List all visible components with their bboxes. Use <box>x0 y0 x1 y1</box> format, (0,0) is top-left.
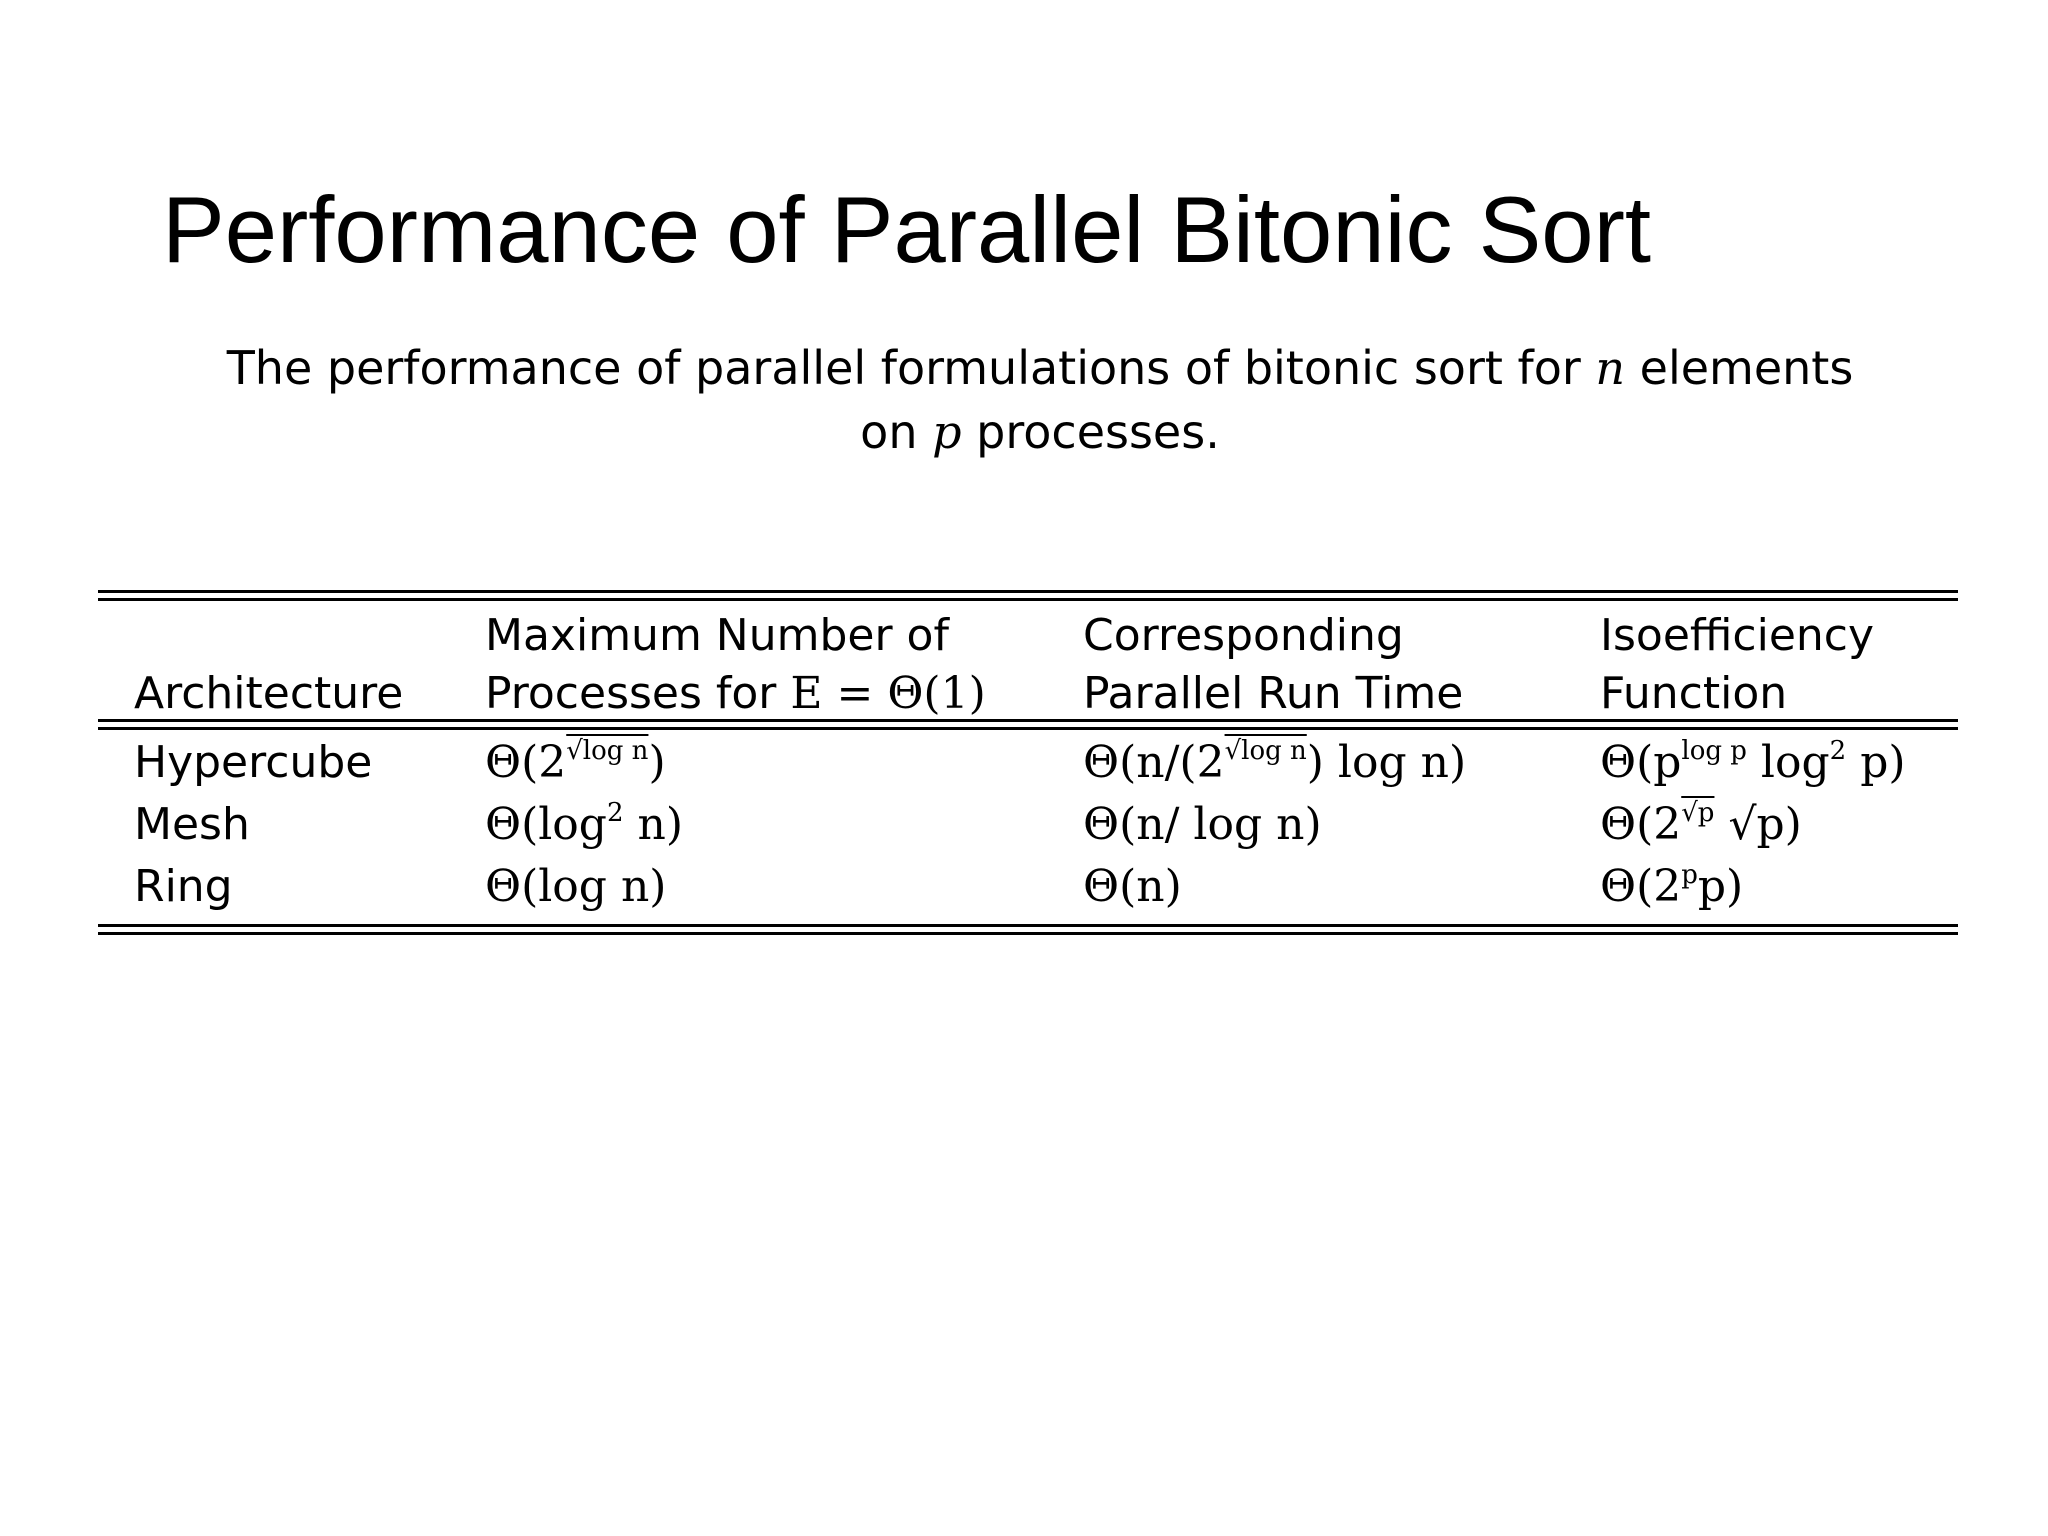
formula-part: n) <box>623 799 684 850</box>
cell-isoefficiency <box>1600 794 1802 856</box>
formula-part: Θ(n/(2 <box>1083 737 1225 788</box>
formula-part: p) <box>1846 737 1906 788</box>
formula-part: √p) <box>1714 799 1802 850</box>
slide-title: Performance of Parallel Bitonic Sort <box>162 177 1651 282</box>
header-max-processes <box>485 607 986 723</box>
header-run-time-line1: Corresponding <box>1083 610 1404 661</box>
header-run-time <box>1083 607 1463 723</box>
header-max-processes-line1: Maximum Number of <box>485 610 949 661</box>
slide-subtitle <box>150 336 1930 464</box>
formula-part: log <box>1746 737 1830 788</box>
formula-part: ) log n) <box>1306 737 1467 788</box>
formula-part: Θ(log <box>485 799 607 850</box>
cell-isoefficiency <box>1600 856 1743 918</box>
subtitle-text-1: The performance of parallel formulations of bitonic sort for <box>226 341 1596 395</box>
table-body <box>98 730 1958 924</box>
cell-run-time <box>1083 732 1466 794</box>
subtitle-var-p: p <box>932 405 962 459</box>
formula-part: Θ(2 <box>1600 861 1682 912</box>
formula-exponent: √log n <box>566 736 649 766</box>
table-row <box>98 794 1958 856</box>
formula-part: p) <box>1697 861 1744 912</box>
formula-exponent: √p <box>1681 798 1715 828</box>
cell-max-processes: Θ(log n) <box>485 861 667 912</box>
header-run-time-line2: Parallel Run Time <box>1083 668 1464 719</box>
cell-architecture: Ring <box>134 861 233 912</box>
header-max-processes-line2: Processes for <box>485 668 791 719</box>
subtitle-var-n: n <box>1595 341 1626 395</box>
table-row <box>98 732 1958 794</box>
subtitle-text-2: elements <box>1625 341 1854 395</box>
header-isoefficiency-line2: Function <box>1600 668 1788 719</box>
cell-run-time: Θ(n) <box>1083 861 1182 912</box>
formula-part: Θ(2 <box>485 737 567 788</box>
table-row <box>98 856 1958 918</box>
formula-exponent: log p <box>1681 736 1747 766</box>
table-bottom-rule-2 <box>98 932 1958 935</box>
formula-part: Θ(p <box>1600 737 1682 788</box>
header-isoefficiency <box>1600 607 1874 723</box>
formula-exponent: 2 <box>1829 736 1847 766</box>
cell-architecture: Mesh <box>134 799 250 850</box>
cell-run-time: Θ(n/ log n) <box>1083 799 1322 850</box>
subtitle-text-3: on <box>860 405 933 459</box>
formula-exponent: 2 <box>606 798 624 828</box>
header-max-processes-math: E = Θ(1) <box>790 668 986 719</box>
performance-table <box>98 590 1958 935</box>
table-bottom-rule <box>98 924 1958 927</box>
cell-isoefficiency <box>1600 732 1906 794</box>
table-header <box>98 601 1958 719</box>
header-architecture: Architecture <box>134 668 404 719</box>
formula-exponent: p <box>1681 860 1698 890</box>
subtitle-text-4: processes. <box>961 405 1220 459</box>
formula-part: Θ(2 <box>1600 799 1682 850</box>
formula-exponent: √log n <box>1224 736 1307 766</box>
formula-part: ) <box>648 737 666 788</box>
header-isoefficiency-line1: Isoefficiency <box>1600 610 1875 661</box>
table-top-rule <box>98 590 1958 593</box>
cell-max-processes <box>485 732 666 794</box>
cell-max-processes <box>485 794 683 856</box>
cell-architecture: Hypercube <box>134 737 373 788</box>
